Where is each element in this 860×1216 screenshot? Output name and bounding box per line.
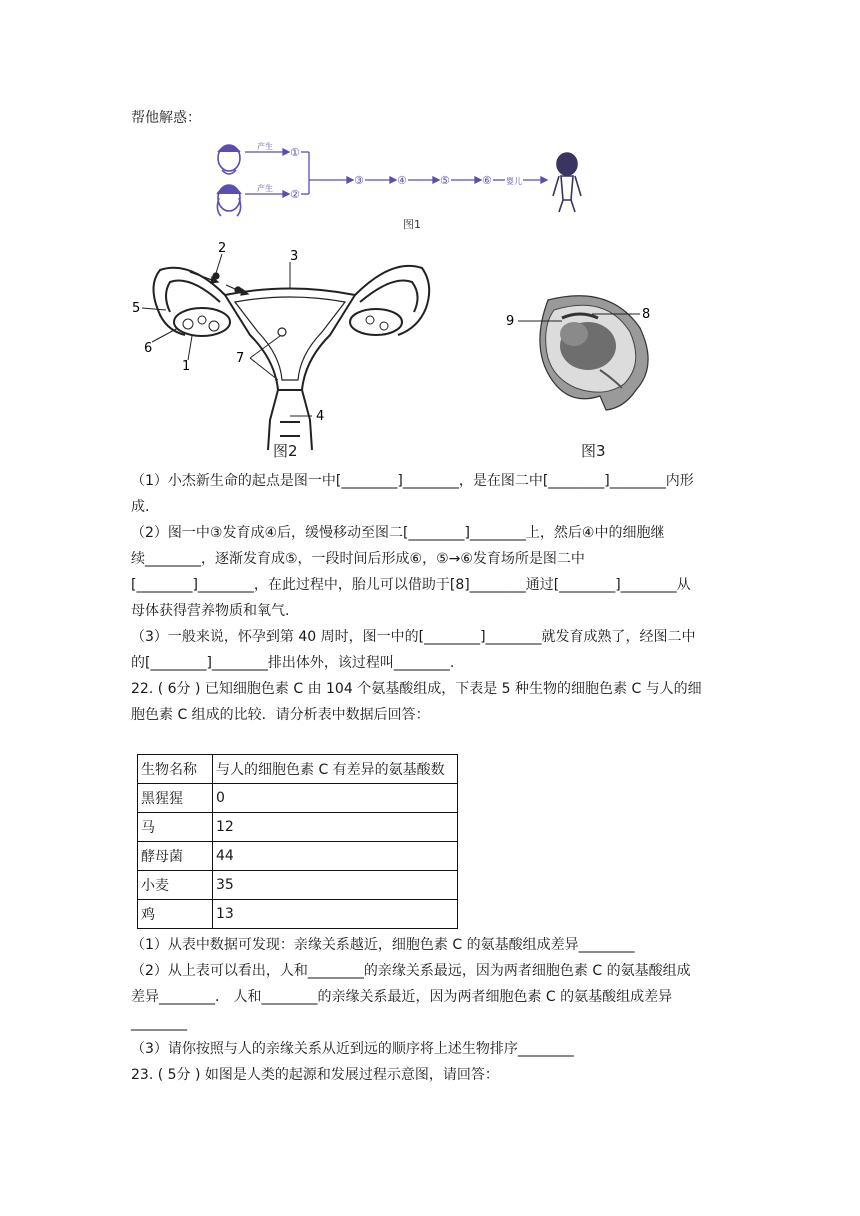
figure-2-caption: 图2 bbox=[273, 442, 298, 460]
table-cell: 44 bbox=[213, 842, 458, 871]
fig2-label-6: 6 bbox=[144, 341, 153, 356]
q21-line-3: （2）图一中③发育成④后，缓慢移动至图二[________]________上，然后④中的细胞继 bbox=[131, 525, 665, 541]
mother-head-icon bbox=[217, 185, 241, 216]
table-row bbox=[138, 842, 458, 871]
q22-question-1: （1）从表中数据可发现：亲缘关系越近，细胞色素 C 的氨基酸组成差异________ bbox=[131, 937, 635, 953]
table-row bbox=[138, 871, 458, 900]
produce-label-1: 产生 bbox=[257, 142, 273, 151]
table-cell: 13 bbox=[213, 900, 458, 929]
table-cell: 黑猩猩 bbox=[138, 784, 213, 813]
cytochrome-c-table bbox=[137, 754, 458, 929]
stage-2-label: ② bbox=[290, 188, 300, 201]
stage-3-label: ③ bbox=[354, 174, 364, 187]
table-cell: 马 bbox=[138, 813, 213, 842]
table-header-row bbox=[138, 755, 458, 784]
q22-stem-line-2: 胞色素 C 组成的比较．请分析表中数据后回答： bbox=[131, 707, 430, 723]
fig2-label-4: 4 bbox=[316, 409, 325, 424]
fig3-label-9: 9 bbox=[506, 314, 515, 329]
table-cell: 12 bbox=[213, 813, 458, 842]
q21-line-6: 母体获得营养物质和氧气. bbox=[131, 603, 290, 619]
q22-question-3: （3）请你按照与人的亲缘关系从近到远的顺序将上述生物排序________ bbox=[131, 1041, 574, 1057]
fig2-label-7: 7 bbox=[236, 351, 245, 366]
q21-line-2: 成. bbox=[131, 499, 150, 515]
q21-line-7: （3）一般来说，怀孕到第 40 周时，图一中的[________]________就发育成熟了，经图二中 bbox=[131, 629, 696, 645]
figure-3 bbox=[500, 288, 670, 428]
stage-1-label: ① bbox=[290, 146, 300, 159]
figure-3-caption: 图3 bbox=[581, 442, 606, 460]
q23-stem: 23. ( 5分 ) 如图是人类的起源和发展过程示意图，请回答： bbox=[131, 1067, 499, 1083]
q21-line-4: 续________，逐渐发育成⑤，一段时间后形成⑥，⑤→⑥发育场所是图二中 bbox=[131, 551, 585, 567]
stage-4-label: ④ bbox=[397, 174, 407, 187]
table-cell: 鸡 bbox=[138, 900, 213, 929]
figure-2 bbox=[130, 240, 450, 460]
q21-line-1: （1）小杰新生命的起点是图一中[________]________，是在图二中[________]________内形 bbox=[131, 473, 694, 489]
table-cell: 0 bbox=[213, 784, 458, 813]
table-cell: 小麦 bbox=[138, 871, 213, 900]
q22-stem-line-1: 22. ( 6分 ) 已知细胞色素 C 由 104 个氨基酸组成，下表是 5 种生物的细胞色素 C 与人的细 bbox=[131, 681, 702, 697]
stage-6-label: ⑥ bbox=[482, 174, 492, 187]
table-cell: 35 bbox=[213, 871, 458, 900]
fig2-label-5: 5 bbox=[132, 301, 141, 316]
q22-question-2-blank: ________ bbox=[131, 1015, 187, 1031]
intro-text: 帮他解惑： bbox=[131, 110, 201, 126]
figure-1 bbox=[205, 140, 590, 240]
table-header-cell: 与人的细胞色素 C 有差异的氨基酸数 bbox=[213, 755, 458, 784]
table-header-cell: 生物名称 bbox=[138, 755, 213, 784]
fig2-label-2: 2 bbox=[218, 241, 227, 256]
table-row bbox=[138, 813, 458, 842]
table-row bbox=[138, 900, 458, 929]
fig2-label-1: 1 bbox=[182, 359, 191, 374]
q22-question-2: （2）从上表可以看出，人和________的亲缘关系最远，因为两者细胞色素 C 的氨基酸组成 bbox=[131, 963, 691, 979]
table-cell: 酵母菌 bbox=[138, 842, 213, 871]
produce-label-2: 产生 bbox=[257, 184, 273, 193]
fig3-label-8: 8 bbox=[642, 307, 651, 322]
q21-line-8: 的[________]________排出体外，该过程叫________. bbox=[131, 655, 455, 671]
q21-line-5: [________]________，在此过程中，胎儿可以借助于[8]________通过[________]________从 bbox=[131, 577, 691, 593]
child-figure-icon bbox=[553, 153, 581, 212]
figure-1-caption: 图1 bbox=[403, 218, 421, 231]
table-row bbox=[138, 784, 458, 813]
fig2-label-3: 3 bbox=[290, 249, 299, 264]
stage-5-label: ⑤ bbox=[440, 174, 450, 187]
infant-label: 婴儿 bbox=[506, 177, 522, 186]
father-head-icon bbox=[218, 145, 240, 174]
q22-question-2-cont: 差异________． 人和________的亲缘关系最近，因为两者细胞色素 C 的氨基酸组成差异 bbox=[131, 989, 673, 1005]
